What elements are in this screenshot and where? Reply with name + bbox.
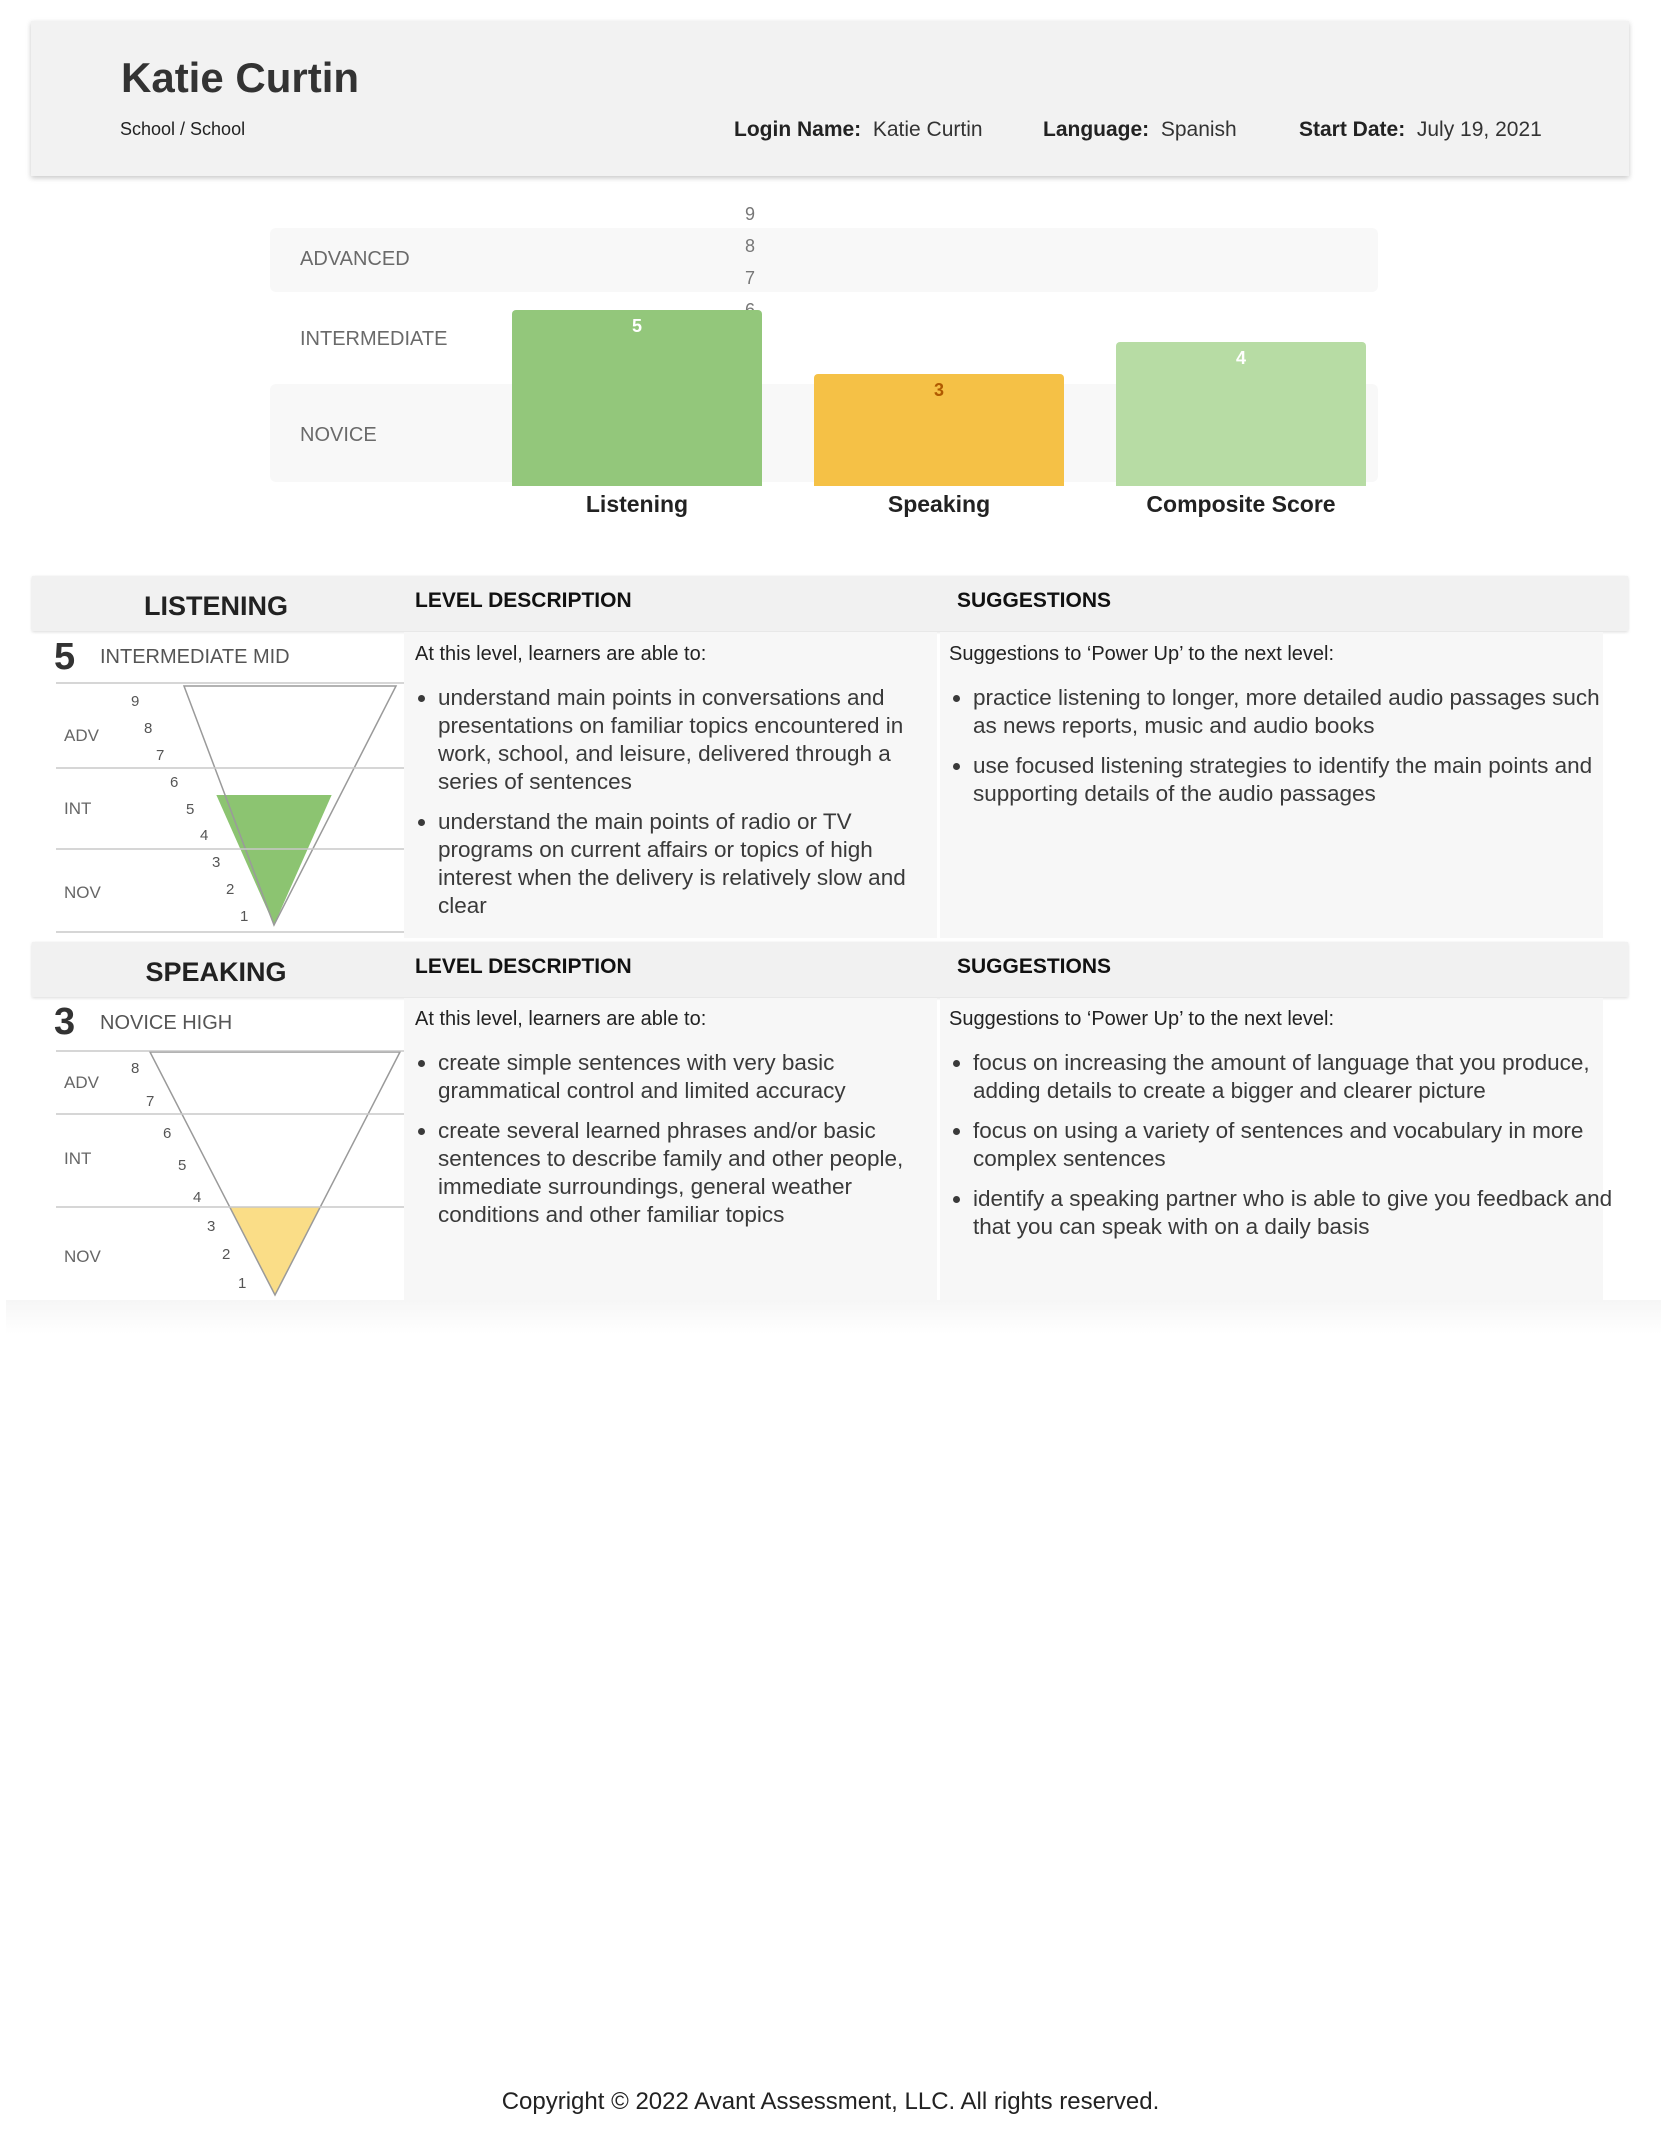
list-item: • practice listening to longer, more detailed audio passages such as news reports, music and audio books <box>973 684 1613 740</box>
speaking-desc-intro: At this level, learners are able to: <box>415 1008 707 1030</box>
funnel-tick-label: 4 <box>200 827 209 844</box>
bar-value-label: 5 <box>631 316 642 336</box>
copyright-footer: Copyright © 2022 Avant Assessment, LLC. All rights reserved. <box>501 2088 1160 2115</box>
listening-sugg-intro: Suggestions to ‘Power Up’ to the next level: <box>949 643 1335 665</box>
bar-value-label: 3 <box>933 380 944 400</box>
listening-title: LISTENING <box>143 591 288 621</box>
score-chart <box>270 204 1378 517</box>
language-label: Language: <box>1043 118 1150 141</box>
funnel-tick-label: 8 <box>144 720 153 737</box>
funnel-tick-label: 2 <box>222 1246 231 1263</box>
funnel-band-label: NOV <box>64 1247 101 1266</box>
funnel-tick-label: 1 <box>238 1275 247 1292</box>
funnel-tick-label: 3 <box>212 854 221 871</box>
funnel-tick-label: 7 <box>146 1093 155 1110</box>
funnel-tick-label: 9 <box>131 693 140 710</box>
speaking-desc-title: LEVEL DESCRIPTION <box>415 955 632 978</box>
speaking-level-funnel <box>56 1046 406 1304</box>
listening-desc-title: LEVEL DESCRIPTION <box>415 589 632 612</box>
login-name-value: Katie Curtin <box>872 118 983 141</box>
funnel-band-label: ADV <box>64 726 99 745</box>
band-advanced <box>270 228 1378 292</box>
speaking-sugg-intro: Suggestions to ‘Power Up’ to the next level: <box>949 1008 1335 1030</box>
speaking-level-number: 3 <box>54 1001 76 1043</box>
funnel-tick-label: 5 <box>186 801 195 818</box>
list-item: • use focused listening strategies to identify the main points and supporting details of the audio passages <box>973 752 1613 808</box>
x-category-label: Speaking <box>887 491 991 517</box>
list-item: • focus on increasing the amount of language that you produce, adding details to create a bigger and clearer picture <box>973 1049 1613 1105</box>
listening-level-number: 5 <box>54 636 76 678</box>
y-tick-label: 9 <box>744 204 755 224</box>
listening-level-funnel <box>56 681 406 934</box>
y-tick-label: 8 <box>744 236 755 256</box>
listening-section-header <box>32 576 1628 631</box>
list-item: • create several learned phrases and/or basic sentences to describe family and other people, immediate surroundings, general weather conditions and other familiar topics <box>438 1117 940 1229</box>
page-divider <box>6 1300 1661 1334</box>
band-label-intermediate: INTERMEDIATE <box>300 328 448 350</box>
funnel-band-label: ADV <box>64 1073 99 1092</box>
list-item: • focus on using a variety of sentences and vocabulary in more complex sentences <box>973 1117 1613 1173</box>
speaking-sugg-list <box>949 1049 1613 1253</box>
funnel-tick-label: 6 <box>163 1125 172 1142</box>
start-date-field <box>1299 118 1542 142</box>
y-tick-label: 7 <box>744 268 755 288</box>
funnel-tick-label: 4 <box>193 1189 202 1206</box>
login-name-label: Login Name: <box>734 118 862 141</box>
funnel-band-label: INT <box>64 799 92 818</box>
funnel-tick-label: 2 <box>226 881 235 898</box>
funnel-tick-label: 5 <box>178 1157 187 1174</box>
listening-sugg-title: SUGGESTIONS <box>957 589 1112 612</box>
report-header <box>31 21 1629 176</box>
listening-desc-intro: At this level, learners are able to: <box>415 643 707 665</box>
band-label-novice: NOVICE <box>300 424 377 446</box>
funnel-tick-label: 7 <box>156 747 165 764</box>
student-name: Katie Curtin <box>121 54 360 101</box>
list-item: • understand main points in conversations and presentations on familiar topics encountered in work, school, and leisure, delivered through a series of sentences <box>438 684 940 796</box>
language-field <box>1043 118 1237 142</box>
listening-desc-list <box>414 684 940 932</box>
login-name-field <box>734 118 983 142</box>
speaking-section-header <box>32 942 1628 997</box>
bar-composite-score <box>1116 342 1366 486</box>
funnel-tick-label: 8 <box>131 1060 140 1077</box>
speaking-level-name: NOVICE HIGH <box>100 1012 233 1034</box>
funnel-tick-label: 6 <box>170 774 179 791</box>
funnel-level-fill <box>216 795 331 925</box>
list-item: • identify a speaking partner who is able to give you feedback and that you can speak with on a daily basis <box>973 1185 1613 1241</box>
funnel-band-label: INT <box>64 1149 92 1168</box>
list-item: • create simple sentences with very basic grammatical control and limited accuracy <box>438 1049 940 1105</box>
speaking-sugg-title: SUGGESTIONS <box>957 955 1112 978</box>
bar-listening <box>512 310 762 486</box>
band-label-advanced: ADVANCED <box>300 248 410 270</box>
school-breadcrumb: School / School <box>120 119 246 139</box>
speaking-desc-list <box>414 1049 940 1241</box>
speaking-title: SPEAKING <box>145 957 287 987</box>
listening-level-name: INTERMEDIATE MID <box>100 646 290 668</box>
start-date-value: July 19, 2021 <box>1416 118 1542 141</box>
bar-speaking <box>814 374 1064 486</box>
funnel-band-label: NOV <box>64 883 101 902</box>
listening-sugg-list <box>949 684 1613 820</box>
x-category-label: Composite Score <box>1146 491 1336 517</box>
funnel-tick-label: 3 <box>207 1218 216 1235</box>
language-value: Spanish <box>1160 118 1237 141</box>
funnel-tick-label: 1 <box>240 908 249 925</box>
x-category-label: Listening <box>585 491 689 517</box>
list-item: • understand the main points of radio or TV programs on current affairs or topics of high interest when the delivery is relatively slow and clear <box>438 808 940 920</box>
start-date-label: Start Date: <box>1299 118 1406 141</box>
bar-value-label: 4 <box>1235 348 1246 368</box>
